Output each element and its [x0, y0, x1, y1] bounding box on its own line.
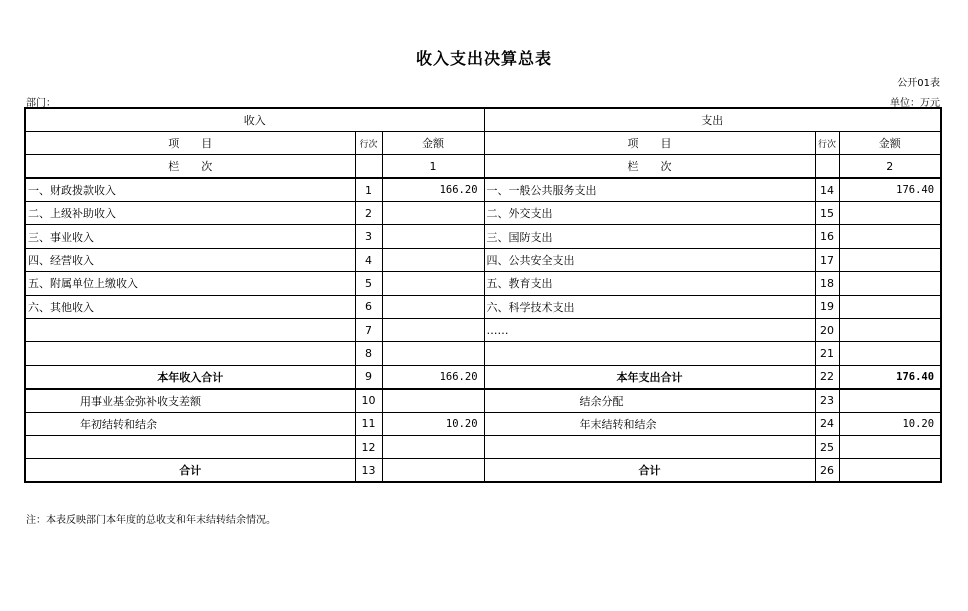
income-item-cell: [25, 435, 355, 458]
table-row: [25, 459, 941, 482]
income-amount-header: 金额: [382, 131, 484, 154]
expense-item-cell: 结余分配: [484, 389, 815, 412]
expense-line-header: 行次: [815, 131, 839, 154]
expense-item-cell: 五、教育支出: [484, 272, 815, 295]
table-row: [25, 412, 941, 435]
expense-line-cell: 18: [815, 272, 839, 295]
expense-line-cell: 17: [815, 248, 839, 271]
table-row: [25, 365, 941, 388]
income-item-cell: 年初结转和结余: [25, 412, 355, 435]
table-row: [25, 272, 941, 295]
income-item-cell: 三、事业收入: [25, 225, 355, 248]
income-line-cell: 2: [355, 202, 382, 225]
expense-line-cell: 19: [815, 295, 839, 318]
income-item-cell: [25, 319, 355, 342]
expense-item-cell: [484, 435, 815, 458]
income-amount-cell: [382, 459, 484, 482]
income-line-cell: 6: [355, 295, 382, 318]
expense-line-cell: 22: [815, 365, 839, 388]
expense-amount-cell: [839, 389, 941, 412]
table-row: [25, 389, 941, 412]
income-header: 收入: [25, 108, 484, 131]
income-line-cell: 8: [355, 342, 382, 365]
income-item-cell: 一、财政拨款收入: [25, 178, 355, 201]
income-line-cell: 7: [355, 319, 382, 342]
expense-amount-cell: 176.40: [839, 178, 941, 201]
income-line-cell: 11: [355, 412, 382, 435]
income-amount-cell: [382, 202, 484, 225]
expense-amount-cell: [839, 225, 941, 248]
expense-line-cell: 26: [815, 459, 839, 482]
page-title: 收入支出决算总表: [415, 49, 552, 68]
expense-line-cell: 23: [815, 389, 839, 412]
expense-item-cell: [484, 342, 815, 365]
income-column-number: 1: [382, 155, 484, 178]
expense-amount-cell: [839, 295, 941, 318]
income-line-header: 行次: [355, 131, 382, 154]
income-item-cell: 六、其他收入: [25, 295, 355, 318]
table-row: [25, 202, 941, 225]
income-line-cell: 13: [355, 459, 382, 482]
income-item-cell: 本年收入合计: [25, 365, 355, 388]
income-column-line: [355, 155, 382, 178]
expense-item-cell: 二、外交支出: [484, 202, 815, 225]
income-amount-cell: [382, 435, 484, 458]
form-number: 公开01表: [897, 78, 940, 89]
expense-line-cell: 21: [815, 342, 839, 365]
income-amount-cell: 166.20: [382, 365, 484, 388]
expense-amount-cell: [839, 202, 941, 225]
income-line-cell: 5: [355, 272, 382, 295]
income-amount-cell: [382, 319, 484, 342]
income-item-cell: [25, 342, 355, 365]
income-line-cell: 12: [355, 435, 382, 458]
income-item-cell: 合计: [25, 459, 355, 482]
expense-column-label: 栏 次: [484, 155, 815, 178]
expense-amount-cell: [839, 342, 941, 365]
expense-item-cell: ……: [484, 319, 815, 342]
budget-summary-table: [24, 107, 942, 483]
expense-amount-cell: 10.20: [839, 412, 941, 435]
expense-line-cell: 20: [815, 319, 839, 342]
income-line-cell: 10: [355, 389, 382, 412]
expense-line-cell: 14: [815, 178, 839, 201]
expense-line-cell: 16: [815, 225, 839, 248]
expense-item-header: 项 目: [484, 131, 815, 154]
expense-item-cell: 一、一般公共服务支出: [484, 178, 815, 201]
income-column-label: 栏 次: [25, 155, 355, 178]
income-item-header: 项 目: [25, 131, 355, 154]
expense-column-number: 2: [839, 155, 941, 178]
income-item-cell: 四、经营收入: [25, 248, 355, 271]
income-amount-cell: [382, 389, 484, 412]
income-amount-cell: [382, 248, 484, 271]
expense-item-cell: 四、公共安全支出: [484, 248, 815, 271]
expense-column-line: [815, 155, 839, 178]
income-item-cell: 五、附属单位上缴收入: [25, 272, 355, 295]
expense-item-cell: 六、科学技术支出: [484, 295, 815, 318]
expense-item-cell: 本年支出合计: [484, 365, 815, 388]
expense-header: 支出: [484, 108, 941, 131]
table-row: [25, 248, 941, 271]
expense-amount-cell: [839, 435, 941, 458]
expense-amount-cell: 176.40: [839, 365, 941, 388]
expense-item-cell: 三、国防支出: [484, 225, 815, 248]
expense-line-cell: 24: [815, 412, 839, 435]
expense-amount-cell: [839, 319, 941, 342]
expense-amount-cell: [839, 248, 941, 271]
expense-item-cell: 合计: [484, 459, 815, 482]
table-row: [25, 435, 941, 458]
expense-amount-cell: [839, 272, 941, 295]
income-amount-cell: 10.20: [382, 412, 484, 435]
income-amount-cell: [382, 295, 484, 318]
unit-label: 单位：万元: [890, 98, 940, 109]
income-amount-cell: [382, 342, 484, 365]
expense-line-cell: 25: [815, 435, 839, 458]
department-label: 部门：: [26, 98, 56, 109]
expense-amount-header: 金额: [839, 131, 941, 154]
footnote: 注：本表反映部门本年度的总收支和年末结转结余情况。: [26, 515, 276, 526]
income-amount-cell: [382, 225, 484, 248]
income-line-cell: 4: [355, 248, 382, 271]
table-row: [25, 225, 941, 248]
table-row: [25, 342, 941, 365]
table-row: [25, 319, 941, 342]
table-row: [25, 178, 941, 201]
expense-line-cell: 15: [815, 202, 839, 225]
expense-item-cell: 年末结转和结余: [484, 412, 815, 435]
expense-amount-cell: [839, 459, 941, 482]
table-row: [25, 295, 941, 318]
income-amount-cell: [382, 272, 484, 295]
income-item-cell: 二、上级补助收入: [25, 202, 355, 225]
income-line-cell: 9: [355, 365, 382, 388]
income-line-cell: 3: [355, 225, 382, 248]
income-amount-cell: 166.20: [382, 178, 484, 201]
income-item-cell: 用事业基金弥补收支差额: [25, 389, 355, 412]
income-line-cell: 1: [355, 178, 382, 201]
